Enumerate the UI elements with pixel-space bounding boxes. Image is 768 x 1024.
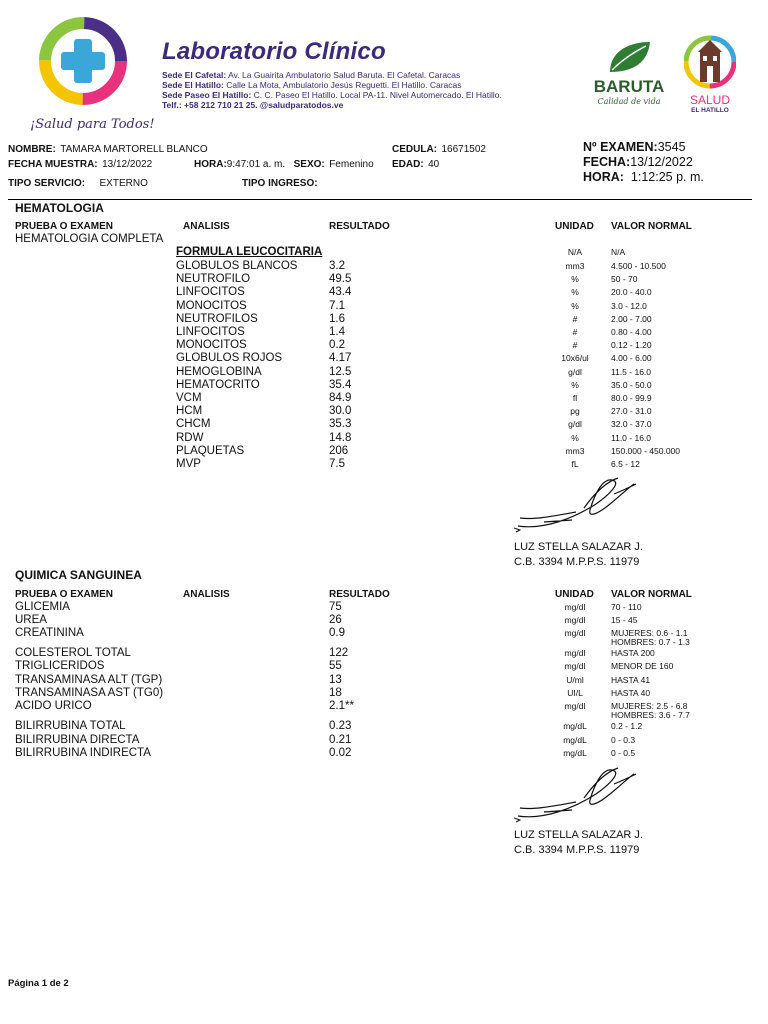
salud-sub: EL HATILLO: [691, 107, 729, 114]
fecha-muestra: FECHA MUESTRA: 13/12/2022: [8, 159, 153, 170]
normal-range: 35.0 - 50.0: [611, 379, 652, 390]
result-value: 14.8: [329, 431, 352, 444]
normal-range: 0.12 - 1.20: [611, 340, 652, 351]
result-value: 49.5: [329, 273, 352, 286]
exam-name: ACIDO URICO: [15, 700, 92, 712]
col-valor-normal: VALOR NORMAL: [611, 221, 692, 232]
unit-value: mg/dl: [564, 648, 586, 658]
unit-value: %: [571, 287, 579, 298]
col-analisis: ANALISIS: [183, 221, 230, 232]
exam-date: FECHA:13/12/2022: [583, 155, 693, 169]
address-line-2: Sede El Hatillo: Calle La Mota, Ambulatorio Jesús Reguetti. El Hatillo. Caracas: [162, 80, 462, 90]
salud-hatillo-logo: [680, 34, 740, 120]
tipo-servicio: TIPO SERVICIO: EXTERNO: [8, 178, 148, 189]
exam-time: HORA: 1:12:25 p. m.: [583, 170, 704, 184]
normal-range: 15 - 45: [611, 615, 638, 625]
patient-name: NOMBRE: TAMARA MARTORELL BLANCO: [8, 144, 208, 155]
unit-value: %: [571, 300, 579, 311]
analysis-name: CHCM: [176, 418, 211, 431]
unit-value: 10x6/ul: [561, 353, 589, 364]
normal-range: 32.0 - 37.0: [611, 419, 652, 430]
slogan: ¡Salud para Todos!: [30, 117, 155, 132]
normal-range: 11.0 - 16.0: [611, 432, 652, 443]
analysis-name: VCM: [176, 392, 202, 404]
normal-range: 6.5 - 12: [611, 459, 640, 469]
result-value: 3.2: [329, 260, 345, 272]
unit-value: g/dl: [568, 419, 582, 430]
address-line-4: Telf.: +58 212 710 21 25. @saludparatodos.ve: [162, 100, 344, 110]
normal-range: 20.0 - 40.0: [611, 287, 652, 298]
result-value: 0.23: [329, 720, 352, 732]
analysis-name: NEUTROFILO: [176, 273, 251, 286]
result-value: 35.4: [329, 378, 352, 391]
exam-number: Nº EXAMEN:3545: [583, 140, 686, 154]
unit-value: #: [572, 313, 578, 324]
tipo-ingreso: TIPO INGRESO:: [242, 178, 318, 189]
patient-cedula: CEDULA: 16671502: [392, 144, 486, 155]
unit-value: %: [571, 274, 579, 285]
exam-name: BILIRRUBINA INDIRECTA: [15, 747, 151, 759]
normal-range: 0.80 - 4.00: [611, 327, 652, 337]
unit-value: mg/dl: [564, 701, 586, 711]
signature-block-1: [514, 540, 643, 570]
normal-range: 4.00 - 6.00: [611, 353, 652, 364]
address-line-3: Sede Paseo El Hatillo: C. C. Paseo El Hatillo. Local PA-11. Nivel Automercado. El Hatillo.: [162, 90, 502, 100]
lab-logo: [36, 14, 130, 108]
unit-value: fL: [571, 459, 579, 469]
unit-value: g/dl: [568, 366, 582, 377]
normal-range: 2.00 - 7.00: [611, 313, 652, 324]
unit-value: fl: [572, 393, 578, 403]
col-resultado-2: RESULTADO: [329, 589, 390, 600]
analysis-name: HEMATOCRITO: [176, 378, 260, 391]
exam-name: UREA: [15, 614, 47, 626]
col-prueba: PRUEBA O EXAMEN: [15, 221, 113, 232]
col-analisis-2: ANALISIS: [183, 589, 230, 600]
normal-range: MUJERES: 0.6 - 1.1: [611, 628, 688, 638]
section-title-quimica: QUIMICA SANGUINEA: [15, 568, 142, 582]
analysis-name: MONOCITOS: [176, 339, 247, 352]
analysis-name: LINFOCITOS: [176, 326, 245, 338]
exam-name: CREATININA: [15, 627, 84, 639]
normal-range: 0 - 0.5: [611, 748, 636, 758]
lab-title: Laboratorio Clínico: [162, 38, 386, 65]
signature-icon: [514, 474, 654, 538]
normal-range: 80.0 - 99.9: [611, 393, 652, 403]
result-value: 84.9: [329, 392, 352, 404]
result-value: 4.17: [329, 352, 352, 365]
hora-muestra: HORA:9:47:01 a. m. SEXO: Femenino: [194, 159, 374, 170]
formula-unit: N/A: [567, 247, 583, 257]
result-value: 1.4: [329, 326, 345, 338]
normal-range: MUJERES: 2.5 - 6.8: [611, 701, 688, 711]
result-value: 0.02: [329, 747, 352, 759]
signature-block-2: [514, 828, 643, 858]
result-value: 206: [329, 444, 349, 457]
result-value: 0.2: [329, 339, 345, 352]
page-number: Página 1 de 2: [8, 978, 69, 989]
signature-2: [514, 764, 654, 833]
address-block: [162, 70, 502, 110]
header-divider: [8, 199, 752, 200]
signer-license: C.B. 3394 M.P.P.S. 11979: [514, 844, 640, 856]
exam-name: TRIGLICERIDOS: [15, 660, 105, 672]
section-title-hematologia: HEMATOLOGIA: [15, 201, 104, 215]
normal-range-2: HOMBRES: 0.7 - 1.3: [611, 637, 690, 647]
result-value: 7.1: [329, 299, 345, 312]
normal-range: 27.0 - 31.0: [611, 406, 652, 417]
result-value: 0.9: [329, 627, 345, 639]
analysis-name: MVP: [176, 458, 201, 470]
unit-value: pg: [570, 406, 580, 417]
col-unidad: UNIDAD: [555, 221, 594, 232]
signature-icon: [514, 764, 654, 828]
baruta-sub: Calidad de vida: [597, 97, 661, 106]
formula-label: FORMULA LEUCOCITARIA: [176, 246, 323, 258]
result-value: 43.4: [329, 286, 352, 299]
normal-range: 0 - 0.3: [611, 735, 636, 745]
analysis-name: HCM: [176, 405, 203, 418]
col-prueba-2: PRUEBA O EXAMEN: [15, 589, 113, 600]
analysis-name: GLOBULOS ROJOS: [176, 352, 283, 365]
unit-value: #: [572, 340, 578, 351]
signature-1: [514, 474, 654, 543]
unit-value: #: [572, 327, 578, 337]
analysis-name: LINFOCITOS: [176, 286, 245, 299]
normal-range-2: HOMBRES: 3.6 - 7.7: [611, 710, 690, 720]
exam-name: TRANSAMINASA ALT (TGP): [15, 674, 163, 686]
result-value: 30.0: [329, 405, 352, 418]
exam-name: GLICEMIA: [15, 601, 70, 613]
result-value: 12.5: [329, 365, 352, 378]
normal-range: 3.0 - 12.0: [611, 300, 647, 311]
normal-range: 0.2 - 1.2: [611, 721, 643, 731]
cross-logo-icon: [36, 14, 130, 108]
signer-name: LUZ STELLA SALAZAR J.: [514, 541, 643, 553]
church-icon: [684, 34, 736, 90]
result-value: 75: [329, 601, 342, 613]
result-value: 26: [329, 614, 342, 626]
result-value: 55: [329, 660, 342, 672]
normal-range: 4.500 - 10.500: [611, 261, 666, 271]
normal-range: HASTA 41: [611, 675, 651, 685]
exam-name: BILIRRUBINA DIRECTA: [15, 734, 140, 746]
baruta-logo: [586, 38, 672, 114]
normal-range: 11.5 - 16.0: [611, 366, 652, 377]
col-resultado: RESULTADO: [329, 221, 390, 232]
patient-edad: EDAD: 40: [392, 159, 440, 170]
result-value: 13: [329, 674, 342, 686]
normal-range: 50 - 70: [611, 274, 638, 285]
unit-value: mm3: [565, 445, 585, 456]
normal-range: HASTA 200: [611, 648, 655, 658]
unit-value: %: [571, 432, 579, 443]
baruta-text: BARUTA: [593, 77, 665, 96]
result-value: 122: [329, 647, 349, 659]
result-value: 0.21: [329, 734, 352, 746]
result-value: 7.5: [329, 458, 345, 470]
unit-value: mg/dl: [564, 615, 586, 625]
result-value: 1.6: [329, 312, 345, 325]
normal-range: 150.000 - 450.000: [611, 445, 681, 456]
col-valor-normal-2: VALOR NORMAL: [611, 589, 692, 600]
result-value: 18: [329, 687, 342, 699]
unit-value: mg/dl: [564, 628, 586, 638]
unit-value: U/ml: [566, 675, 584, 685]
unit-value: %: [571, 379, 579, 390]
analysis-name: MONOCITOS: [176, 299, 247, 312]
exam-name: BILIRRUBINA TOTAL: [15, 720, 126, 732]
analysis-name: HEMOGLOBINA: [176, 365, 262, 378]
address-line-1: Sede El Cafetal: Av. La Guairita Ambulatorio Salud Baruta. El Cafetal. Caracas: [162, 70, 461, 80]
result-value: 2.1**: [329, 700, 354, 712]
normal-range: MENOR DE 160: [611, 661, 674, 671]
unit-value: mg/dL: [563, 735, 587, 745]
unit-value: mg/dl: [564, 602, 586, 612]
analysis-name: GLOBULOS BLANCOS: [176, 260, 298, 272]
result-value: 35.3: [329, 418, 352, 431]
formula-normal: N/A: [611, 247, 626, 257]
analysis-name: RDW: [176, 431, 204, 444]
normal-range: 70 - 110: [611, 602, 642, 612]
signer-name: LUZ STELLA SALAZAR J.: [514, 829, 643, 841]
exam-name: COLESTEROL TOTAL: [15, 647, 131, 659]
salud-text: SALUD: [689, 93, 730, 107]
unit-value: mg/dL: [563, 721, 587, 731]
signer-license: C.B. 3394 M.P.P.S. 11979: [514, 556, 640, 568]
unit-value: mg/dl: [564, 661, 586, 671]
exam-name: HEMATOLOGIA COMPLETA: [15, 233, 164, 245]
analysis-name: NEUTROFILOS: [176, 312, 258, 325]
normal-range: HASTA 40: [611, 688, 651, 698]
exam-name: TRANSAMINASA AST (TG0): [15, 687, 164, 699]
unit-value: UI/L: [567, 688, 583, 698]
leaf-icon: [604, 38, 654, 76]
col-unidad-2: UNIDAD: [555, 589, 594, 600]
analysis-name: PLAQUETAS: [176, 444, 245, 457]
unit-value: mm3: [565, 261, 585, 271]
unit-value: mg/dL: [563, 748, 587, 758]
